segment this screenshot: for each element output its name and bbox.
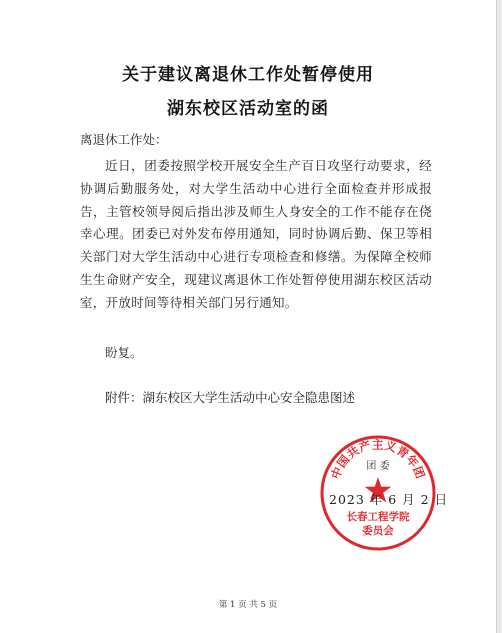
- seal-arc-text: 中国共产主义青年团: [328, 437, 428, 481]
- seal-lower-text-1: 长春工程学院: [346, 511, 410, 523]
- attachment-note: 附件：湖东校区大学生活动中心安全隐患图述: [105, 390, 356, 405]
- date-line: 2023 年 6 月 2 日: [329, 492, 449, 507]
- document-title-line-2: 湖东校区活动室的函: [167, 99, 329, 119]
- seal-lower-text-2: 委员会: [362, 525, 394, 537]
- closing-text: 盼复。: [105, 345, 143, 360]
- salutation: 离退休工作处：: [80, 132, 168, 147]
- page-number: 第 1 页 共 5 页: [218, 600, 278, 610]
- body-paragraph: 近日，团委按照学校开展安全生产百日攻坚行动要求，经协调后勤服务处，对大学生活动中心进行全面检查并形成报告，主管校领导阅后指出涉及师生人身安全的工作不能存在侥幸心理。团委已对外发布停用通知，同时协调后勤、保卫等相关部门对大学生活动中心进行专项检查和修缮。为保障全校师生生命财产安全，现建议离退休工作处暂停使用湖东校区活动室，开放时间等待相关部门另行通知。: [80, 158, 432, 310]
- document-title-line-1: 关于建议离退休工作处暂停使用: [122, 65, 374, 85]
- seal-center-text: 团 委: [366, 461, 390, 472]
